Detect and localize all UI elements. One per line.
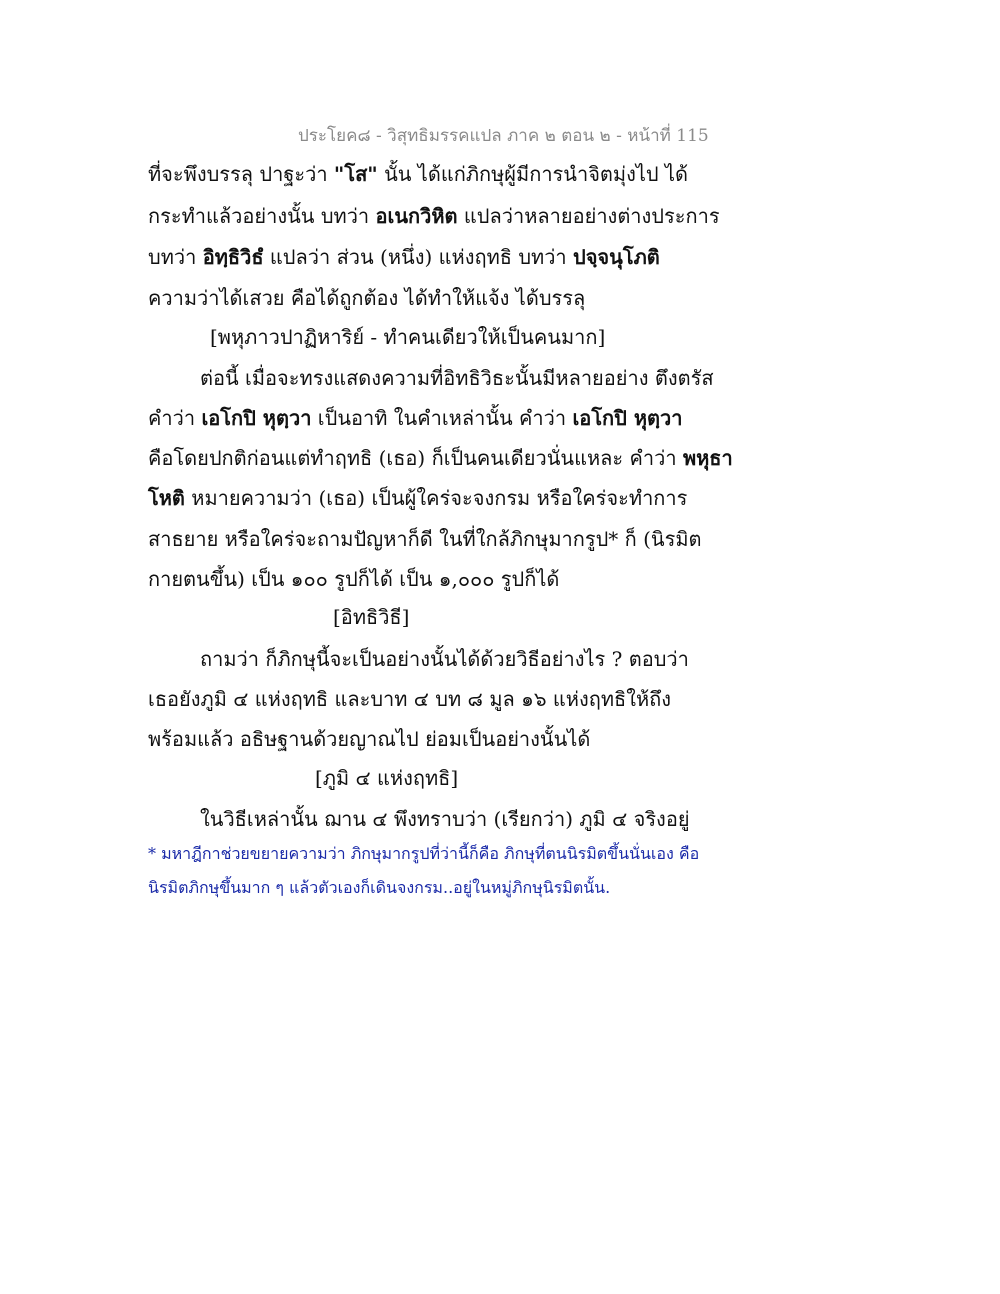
text-span: สาธยาย หรือใคร่จะถามปัญหาก็ดี ในที่ใกล้ภิกษุมากรูป* ก็ (นิรมิต <box>148 527 702 551</box>
text-span: พร้อมแล้ว อธิษฐานด้วยญาณไป ย่อมเป็นอย่างนั้นได้ <box>148 727 591 751</box>
text-span: แปลว่าหลายอย่างต่างประการ <box>457 204 720 228</box>
text-line <box>148 160 688 188</box>
text-span: หมายความว่า (เธอ) เป็นผู้ใคร่จะจงกรม หรือใคร่จะทำการ <box>184 486 688 510</box>
section-heading <box>333 603 409 631</box>
section-heading <box>315 764 458 792</box>
text-line <box>200 805 690 833</box>
text-line <box>148 404 682 432</box>
bold-term: "โส" <box>333 162 378 186</box>
text-line <box>148 484 687 512</box>
page-header: ประโยค๘ - วิสุทธิมรรคแปล ภาค ๒ ตอน ๒ - หน้าที่ 115 <box>298 126 709 146</box>
text-span: [อิทธิวิธี] <box>333 605 410 629</box>
text-line <box>148 202 720 230</box>
text-line <box>148 284 585 312</box>
bold-term: ปจฺจนุโภติ <box>573 245 660 269</box>
bold-term: โหติ <box>148 486 185 510</box>
bold-term: เอโกปิ หุตฺวา <box>572 406 683 430</box>
text-line <box>200 364 714 392</box>
text-span: กระทำแล้วอย่างนั้น บทว่า <box>148 204 376 228</box>
bold-term: เอโกปิ หุตฺวา <box>201 406 312 430</box>
text-span: คำว่า <box>148 406 202 430</box>
text-line <box>148 565 559 593</box>
text-line <box>148 725 590 753</box>
text-line <box>148 444 733 472</box>
text-span: ต่อนี้ เมื่อจะทรงแสดงความที่อิทธิวิธะนั้นมีหลายอย่าง ตึงตรัส <box>200 366 714 390</box>
text-span: ในวิธีเหล่านั้น ฌาน ๔ พึงทราบว่า (เรียกว่า) ภูมิ ๔ จริงอยู่ <box>200 807 690 831</box>
text-span: กายตนขึ้น) เป็น ๑๐๐ รูปก็ได้ เป็น ๑,๐๐๐ รูปก็ได้ <box>148 567 560 591</box>
text-span: บทว่า <box>148 245 203 269</box>
text-span: ถามว่า ก็ภิกษุนี้จะเป็นอย่างนั้นได้ด้วยวิธีอย่างไร ? ตอบว่า <box>200 647 689 671</box>
text-span: แปลว่า ส่วน (หนึ่ง) แห่งฤทธิ บทว่า <box>263 245 574 269</box>
text-span: เป็นอาทิ ในคำเหล่านั้น คำว่า <box>311 406 573 430</box>
text-line <box>200 645 689 673</box>
text-span: คือโดยปกติก่อนแต่ทำฤทธิ (เธอ) ก็เป็นคนเดียวนั่นแหละ คำว่า <box>148 446 683 470</box>
text-span: [พหุภาวปาฏิหาริย์ - ทำคนเดียวให้เป็นคนมาก] <box>210 325 606 349</box>
text-span: เธอยังภูมิ ๔ แห่งฤทธิ และบาท ๔ บท ๘ มูล ๑๖ แห่งฤทธิให้ถึง <box>148 687 672 711</box>
footnote-line: นิรมิตภิกษุขึ้นมาก ๆ แล้วตัวเองก็เดินจงกรม..อยู่ในหมู่ภิกษุนิรมิตนั้น. <box>148 878 611 897</box>
bold-term: พหุธา <box>682 446 733 470</box>
bold-term: อเนกวิหิต <box>375 204 458 228</box>
footnote-line: * มหาฎีกาช่วยขยายความว่า ภิกษุมากรูปที่ว่านี้ก็คือ ภิกษุที่ตนนิรมิตขึ้นนั่นเอง คือ <box>148 844 700 863</box>
text-line <box>148 243 660 271</box>
text-span: นั้น ได้แก่ภิกษุผู้มีการนำจิตมุ่งไป ได้ <box>377 162 689 186</box>
text-line <box>148 685 671 713</box>
text-span: ที่จะพึงบรรลุ ปาฐะว่า <box>148 162 334 186</box>
text-line <box>148 525 702 553</box>
text-span: ความว่าได้เสวย คือได้ถูกต้อง ได้ทำให้แจ้ง ได้บรรลุ <box>148 286 586 310</box>
text-span: [ภูมิ ๔ แห่งฤทธิ] <box>315 766 459 790</box>
section-heading <box>210 323 605 351</box>
bold-term: อิทฺธิวิธํ <box>202 245 264 269</box>
